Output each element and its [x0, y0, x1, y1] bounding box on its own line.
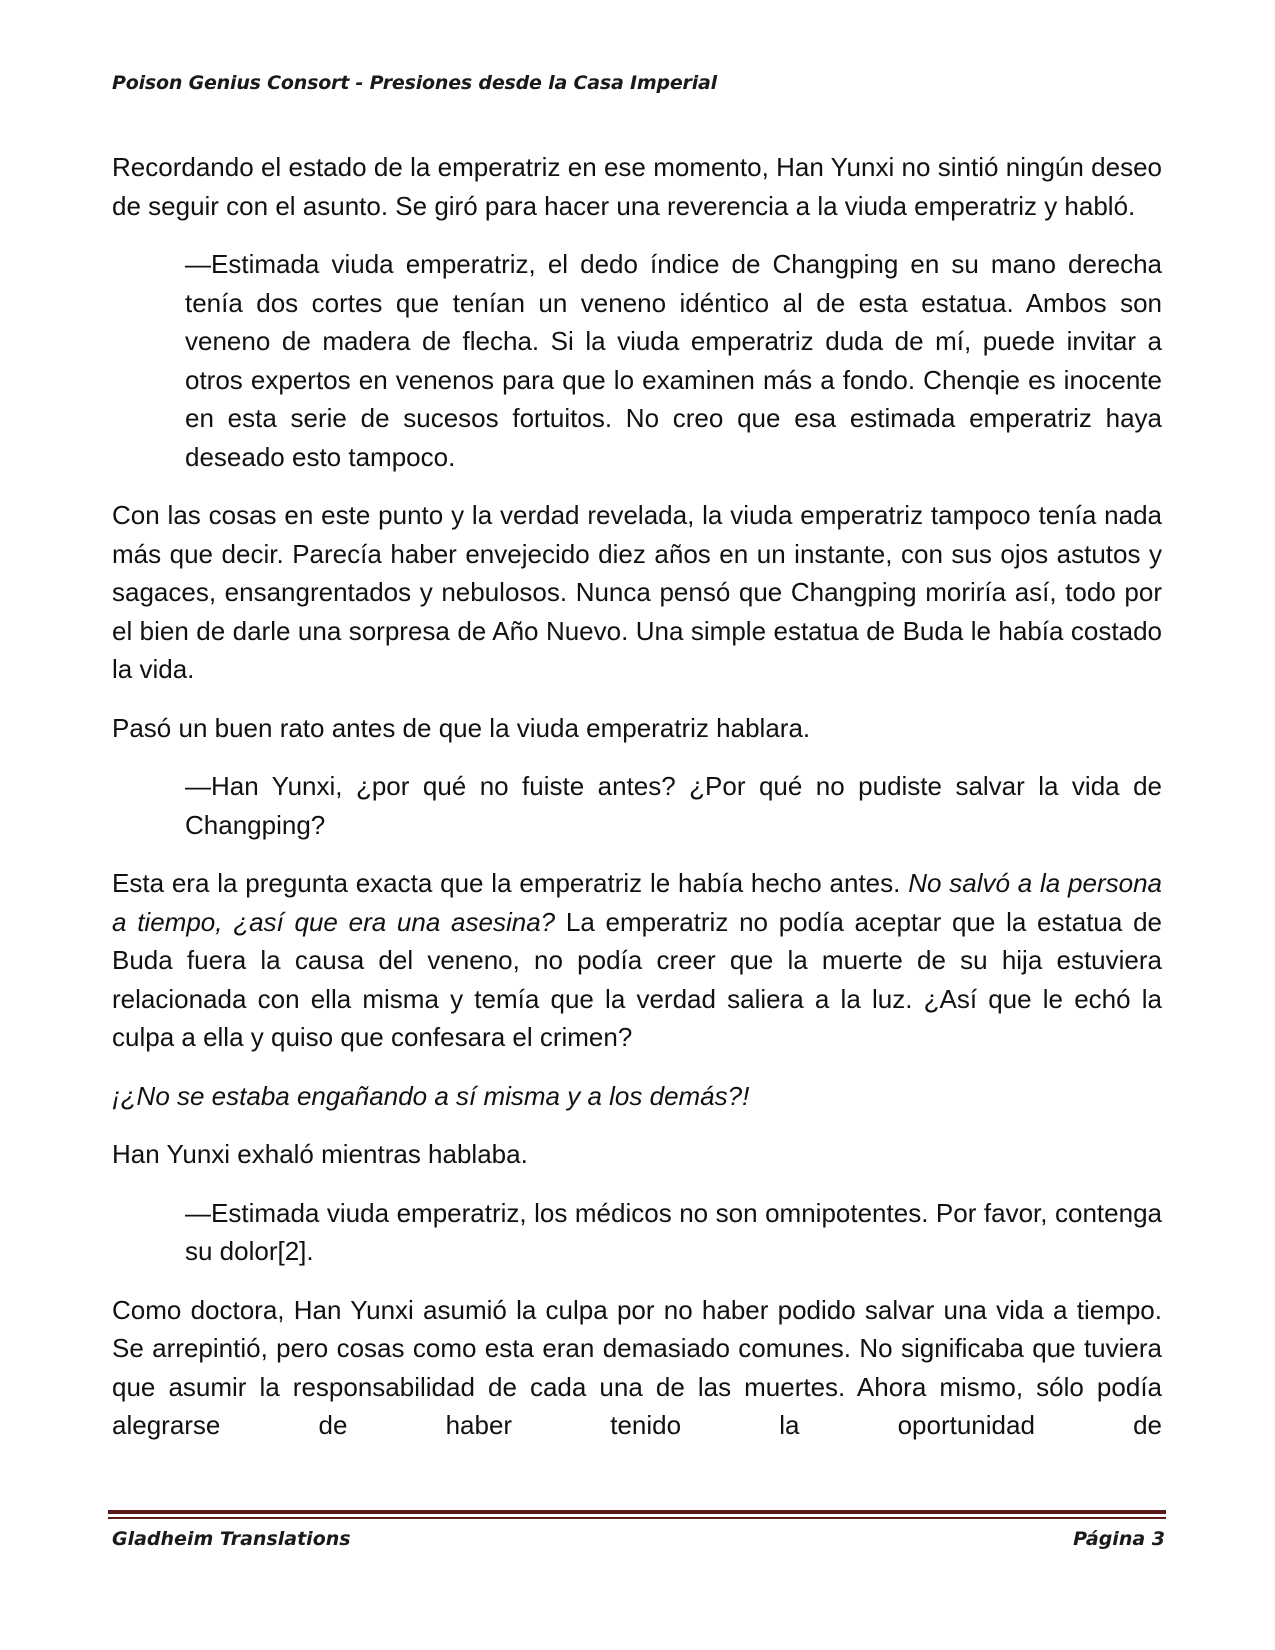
footer-translator: Gladheim Translations	[112, 1528, 351, 1550]
page-header-title: Poison Genius Consort - Presiones desde la Casa Imperial	[112, 72, 717, 94]
paragraph: Con las cosas en este punto y la verdad revelada, la viuda emperatriz tampoco tenía nada más que decir. Parecía haber envejecido diez años en un instante, con sus ojos astutos y sagaces, ensangrentados y nebulosos. Nunca pensó que Changping moriría así, todo por el bien de darle una sorpresa de Año Nuevo. Una simple estatua de Buda le había costado la vida.	[112, 500, 1162, 684]
italic-thought: ¡¿No se estaba engañando a sí misma y a los demás?!	[112, 1080, 750, 1111]
italic-paragraph	[112, 1077, 1162, 1116]
dialogue-paragraph: —Estimada viuda emperatriz, el dedo índice de Changping en su mano derecha tenía dos cortes que tenían un veneno idéntico al de esta estatua. Ambos son veneno de madera de flecha. Si la viuda emperatriz duda de mí, puede invitar a otros expertos en venenos para que lo examinen más a fondo. Chenqie es inocente en esta serie de sucesos fortuitos. No creo que esa estimada emperatriz haya deseado esto tampoco.	[185, 249, 1162, 472]
paragraph-text: La emperatriz no podía aceptar que la estatua de Buda fuera la causa del veneno, no podía creer que la muerte de su hija estuviera relacionada con ella misma y temía que la verdad saliera a la luz. ¿Así que le echó la culpa a ella y quiso que confesara el crimen?	[112, 906, 1163, 1052]
dialogue-paragraph: —Estimada viuda emperatriz, los médicos no son omnipotentes. Por favor, contenga su dolor[2].	[185, 1197, 1162, 1266]
paragraph	[112, 864, 1162, 1057]
paragraph-text: Esta era la pregunta exacta que la emperatriz le había hecho antes.	[112, 868, 909, 898]
italic-thought: No salvó a la persona a tiempo, ¿así que era una asesina?	[112, 868, 1163, 937]
footer-divider	[108, 1510, 1166, 1514]
page-body	[112, 148, 1162, 1445]
paragraph: Recordando el estado de la emperatriz en ese momento, Han Yunxi no sintió ningún deseo de seguir con el asunto. Se giró para hacer una reverencia a la viuda emperatriz y habló.	[112, 152, 1162, 221]
footer-divider-thin	[108, 1517, 1166, 1519]
paragraph: Como doctora, Han Yunxi asumió la culpa por no haber podido salvar una vida a tiempo. Se arrepintió, pero cosas como esta eran demasiado comunes. No significaba que tuviera que asumir la responsabilidad de cada una de las muertes. Ahora mismo, sólo podía alegrarse de haber tenido la oportunidad de	[112, 1294, 1162, 1440]
page-number: Página 3	[1073, 1528, 1165, 1550]
paragraph: Han Yunxi exhaló mientras hablaba.	[112, 1139, 528, 1169]
dialogue-paragraph: —Han Yunxi, ¿por qué no fuiste antes? ¿Por qué no pudiste salvar la vida de Changping?	[185, 771, 1162, 840]
paragraph: Pasó un buen rato antes de que la viuda emperatriz hablara.	[112, 712, 811, 743]
